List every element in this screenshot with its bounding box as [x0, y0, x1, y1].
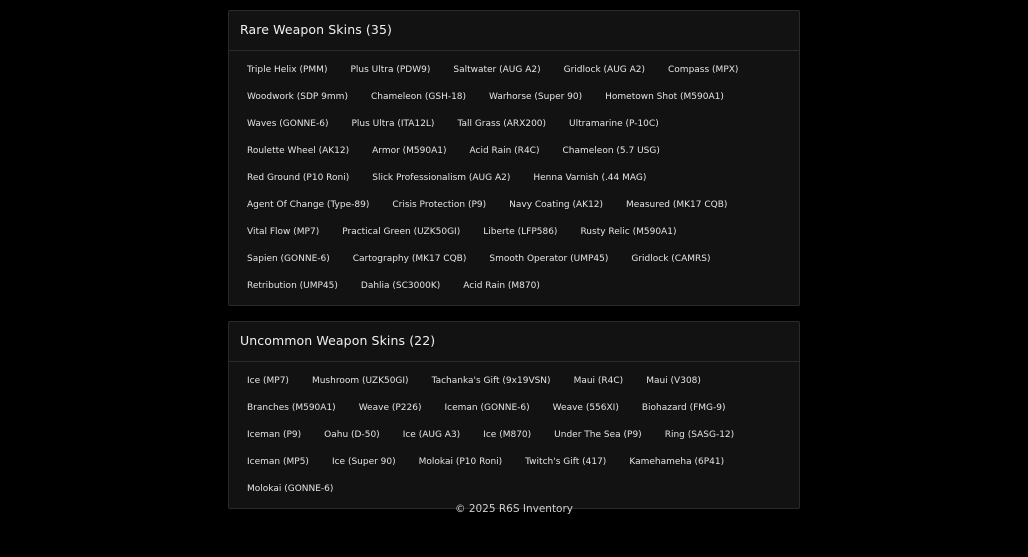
- uncommon-skin-item[interactable]: Twitch's Gift (417): [525, 457, 607, 467]
- rare-skin-item[interactable]: Liberte (LFP586): [483, 227, 558, 237]
- rare-skin-item[interactable]: Practical Green (UZK50GI): [342, 227, 461, 237]
- rare-skins-title: Rare Weapon Skins (35): [240, 22, 392, 37]
- rare-skin-item[interactable]: Rusty Relic (M590A1): [580, 227, 677, 237]
- uncommon-skin-item[interactable]: Mushroom (UZK50GI): [311, 376, 409, 386]
- rare-skin-item[interactable]: Red Ground (P10 Roni): [247, 173, 350, 183]
- uncommon-skin-item[interactable]: Iceman (GONNE-6): [444, 403, 530, 413]
- uncommon-skin-item[interactable]: Maui (R4C): [573, 376, 624, 386]
- inventory-container: [228, 10, 800, 524]
- uncommon-skin-item[interactable]: Ice (M870): [483, 430, 532, 440]
- rare-skin-item[interactable]: Agent Of Change (Type-89): [247, 200, 370, 210]
- rare-skin-item[interactable]: Woodwork (SDP 9mm): [247, 92, 348, 102]
- uncommon-skin-item[interactable]: Branches (M590A1): [247, 403, 336, 413]
- uncommon-skin-item[interactable]: Ice (Super 90): [331, 457, 396, 467]
- uncommon-skin-item[interactable]: Molokai (P10 Roni): [418, 457, 503, 467]
- rare-skin-item[interactable]: Gridlock (AUG A2): [563, 65, 646, 75]
- rare-skin-item[interactable]: Chameleon (5.7 USG): [562, 146, 660, 156]
- rare-skin-item[interactable]: Compass (MPX): [668, 65, 739, 75]
- uncommon-skins-body: [229, 362, 799, 508]
- rare-skin-item[interactable]: Slick Professionalism (AUG A2): [372, 173, 511, 183]
- uncommon-skin-item[interactable]: Ring (SASG-12): [664, 430, 735, 440]
- rare-skin-item[interactable]: Roulette Wheel (AK12): [247, 146, 350, 156]
- uncommon-skin-item[interactable]: Iceman (MP5): [247, 457, 309, 467]
- footer: © 2025 R6S Inventory: [454, 503, 574, 515]
- rare-skin-item[interactable]: Triple Helix (PMM): [247, 65, 328, 75]
- rare-skin-item[interactable]: Henna Varnish (.44 MAG): [533, 173, 647, 183]
- uncommon-skin-item[interactable]: Weave (P226): [358, 403, 422, 413]
- rare-skin-item[interactable]: Cartography (MK17 CQB): [352, 254, 467, 264]
- rare-skin-item[interactable]: Measured (MK17 CQB): [626, 200, 728, 210]
- uncommon-skin-item[interactable]: Biohazard (FMG-9): [641, 403, 726, 413]
- uncommon-skin-item[interactable]: Iceman (P9): [247, 430, 302, 440]
- rare-skin-item[interactable]: Tall Grass (ARX200): [457, 119, 547, 129]
- uncommon-skin-item[interactable]: Molokai (GONNE-6): [247, 484, 334, 494]
- rare-skin-item[interactable]: Retribution (UMP45): [247, 281, 338, 291]
- uncommon-skin-item[interactable]: Maui (V308): [646, 376, 701, 386]
- rare-skin-item[interactable]: Warhorse (Super 90): [489, 92, 583, 102]
- rare-skin-item[interactable]: Plus Ultra (PDW9): [350, 65, 431, 75]
- rare-skin-item[interactable]: Hometown Shot (M590A1): [605, 92, 724, 102]
- uncommon-skins-panel: [228, 321, 800, 509]
- uncommon-skin-item[interactable]: Under The Sea (P9): [554, 430, 642, 440]
- rare-skin-item[interactable]: Armor (M590A1): [372, 146, 447, 156]
- uncommon-skins-list: [238, 368, 790, 503]
- rare-skins-body: [229, 51, 799, 305]
- rare-skin-item[interactable]: Ultramarine (P-10C): [569, 119, 659, 129]
- rare-skin-item[interactable]: Plus Ultra (ITA12L): [351, 119, 435, 129]
- uncommon-skin-item[interactable]: Tachanka's Gift (9x19VSN): [431, 376, 551, 386]
- rare-skin-item[interactable]: Dahlia (SC3000K): [360, 281, 441, 291]
- uncommon-skin-item[interactable]: Ice (AUG A3): [402, 430, 461, 440]
- rare-skin-item[interactable]: Navy Coating (AK12): [509, 200, 604, 210]
- rare-skin-item[interactable]: Chameleon (GSH-18): [370, 92, 467, 102]
- rare-skin-item[interactable]: Gridlock (CAMRS): [631, 254, 711, 264]
- rare-skins-panel: [228, 10, 800, 306]
- uncommon-skin-item[interactable]: Kamehameha (6P41): [629, 457, 725, 467]
- rare-skin-item[interactable]: Saltwater (AUG A2): [453, 65, 541, 75]
- rare-skins-header: [229, 11, 799, 51]
- uncommon-skin-item[interactable]: Weave (556XI): [552, 403, 619, 413]
- rare-skin-item[interactable]: Vital Flow (MP7): [247, 227, 320, 237]
- uncommon-skins-title: Uncommon Weapon Skins (22): [240, 333, 436, 348]
- uncommon-skin-item[interactable]: Oahu (D-50): [324, 430, 380, 440]
- uncommon-skin-item[interactable]: Ice (MP7): [247, 376, 289, 386]
- rare-skin-item[interactable]: Acid Rain (M870): [463, 281, 540, 291]
- rare-skin-item[interactable]: Acid Rain (R4C): [469, 146, 540, 156]
- rare-skin-item[interactable]: Sapien (GONNE-6): [247, 254, 330, 264]
- rare-skins-list: [238, 57, 790, 300]
- uncommon-skins-header: [229, 322, 799, 362]
- rare-skin-item[interactable]: Smooth Operator (UMP45): [489, 254, 609, 264]
- rare-skin-item[interactable]: Crisis Protection (P9): [392, 200, 487, 210]
- rare-skin-item[interactable]: Waves (GONNE-6): [247, 119, 329, 129]
